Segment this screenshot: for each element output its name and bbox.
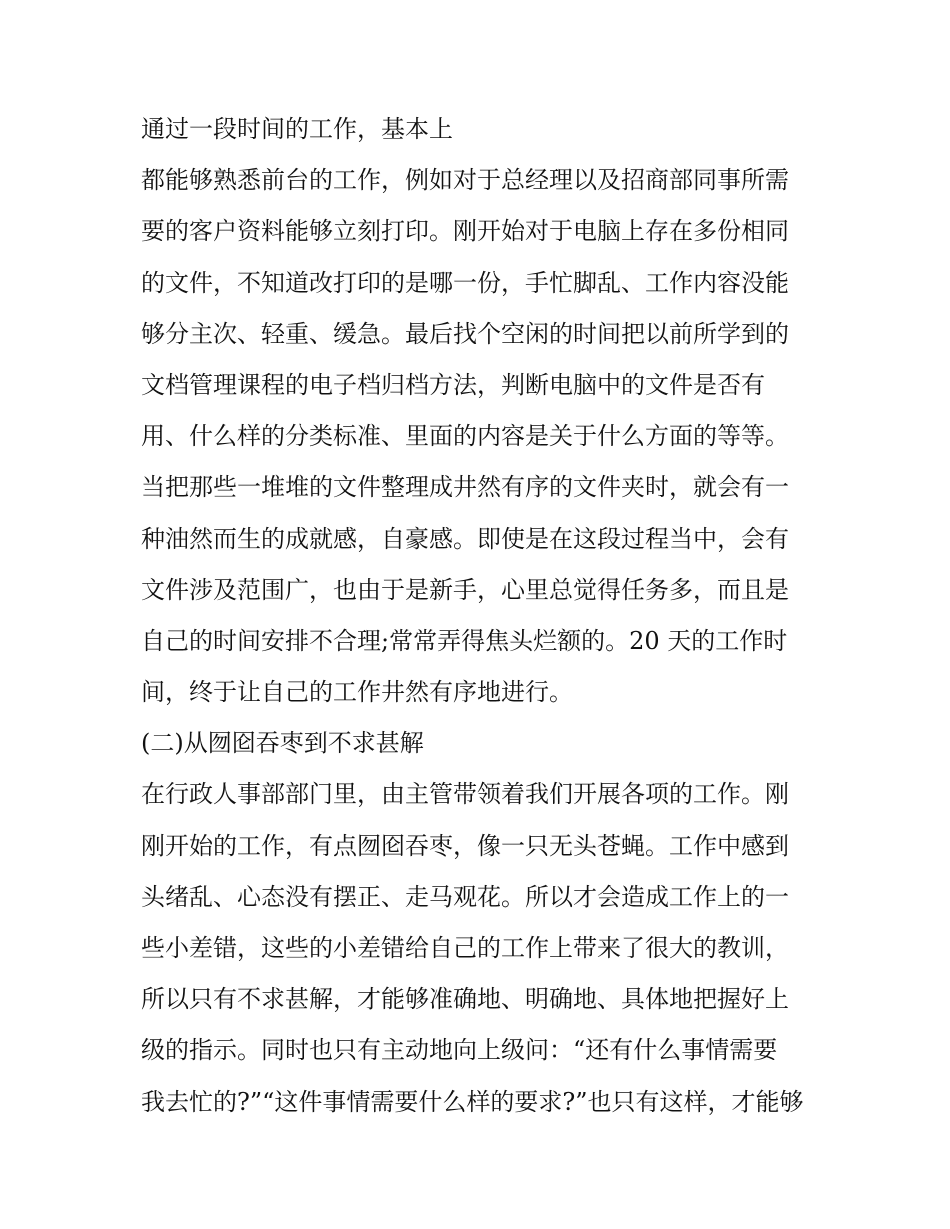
- text-line: 用、什么样的分类标准、里面的内容是关于什么方面的等等。: [141, 422, 789, 451]
- text-line: 我去忙的?”“这件事情需要什么样的要求?”也只有这样，才能够: [141, 1087, 804, 1116]
- text-line: 在行政人事部部门里，由主管带领着我们开展各项的工作。刚: [141, 780, 789, 809]
- text-line: 当把那些一堆堆的文件整理成井然有序的文件夹时，就会有一: [141, 473, 789, 502]
- text-line: 些小差错，这些的小差错给自己的工作上带来了很大的教训，: [141, 934, 789, 962]
- text-line: 头绪乱、心态没有摆正、走马观花。所以才会造成工作上的一: [141, 882, 789, 911]
- text-line: 文件涉及范围广，也由于是新手，心里总觉得任务多，而且是: [141, 575, 789, 604]
- document-body: [141, 104, 821, 1128]
- text-line: 通过一段时间的工作，基本上: [141, 115, 453, 143]
- text-line: 所以只有不求甚解，才能够准确地、明确地、具体地把握好上: [141, 985, 789, 1014]
- text-line: 自己的时间安排不合理;常常弄得焦头烂额的。20 天的工作时: [141, 626, 788, 655]
- text-line: 级的指示。同时也只有主动地向上级问：“还有什么事情需要: [141, 1036, 778, 1065]
- text-line: 的文件，不知道改打印的是哪一份，手忙脚乱、工作内容没能: [141, 268, 789, 297]
- text-line: 文档管理课程的电子档归档方法，判断电脑中的文件是否有: [141, 370, 765, 399]
- text-line: 种油然而生的成就感，自豪感。即使是在这段过程当中，会有: [141, 524, 789, 553]
- text-line: 都能够熟悉前台的工作，例如对于总经理以及招商部同事所需: [141, 166, 789, 195]
- text-line: 间，终于让自己的工作井然有序地进行。: [141, 678, 573, 707]
- section-heading: (二)从囫囵吞枣到不求甚解: [141, 729, 424, 758]
- text-line: 要的客户资料能够立刻打印。刚开始对于电脑上存在多份相同: [141, 217, 789, 246]
- text-line: 刚开始的工作，有点囫囵吞枣，像一只无头苍蝇。工作中感到: [141, 831, 789, 860]
- text-line: 够分主次、轻重、缓急。最后找个空闲的时间把以前所学到的: [141, 319, 789, 348]
